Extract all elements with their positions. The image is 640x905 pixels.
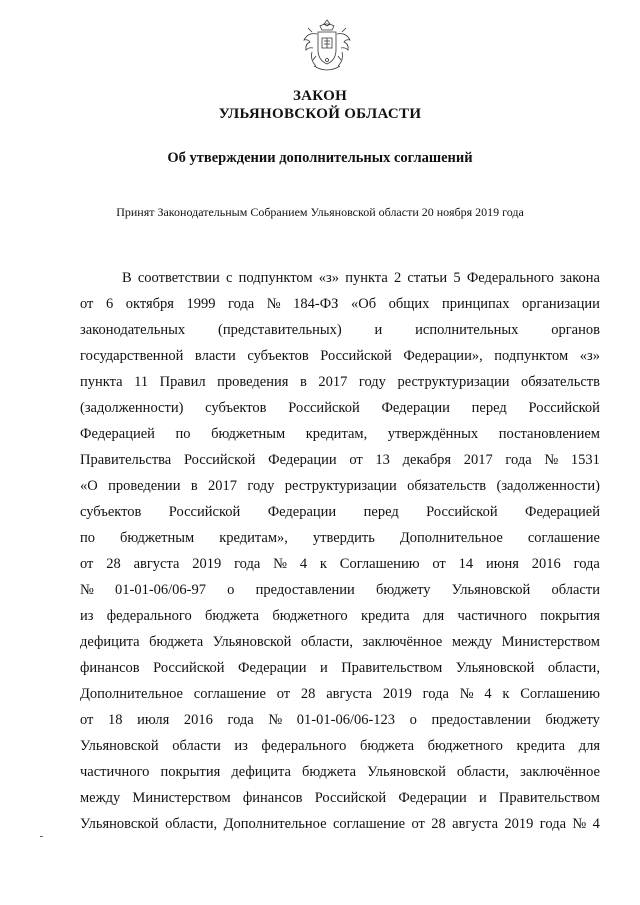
body-line: № 01-01-06/06-97 о предоставлении бюджету Ульяновской области <box>80 582 600 598</box>
body-line: пункта 11 Правил проведения в 2017 году реструктуризации обязательств <box>80 374 600 390</box>
law-title: ЗАКОН <box>292 88 348 104</box>
body-line: между Министерством финансов Российской Федерации и Правительством <box>80 790 600 806</box>
body-line: из федерального бюджета бюджетного кредита для частичного покрытия <box>80 608 600 624</box>
body-line: от 18 июля 2016 года № 01-01-06/06-123 о предоставлении бюджету <box>80 712 600 728</box>
body-line: В соответствии с подпунктом «з» пункта 2 статьи 5 Федерального закона <box>122 270 600 286</box>
document-subject: Об утверждении дополнительных соглашений <box>167 150 473 166</box>
body-line: законодательных (представительных) и исполнительных органов <box>80 322 600 338</box>
body-paragraph <box>80 265 600 837</box>
body-line: субъектов Российской Федерации перед Российской Федерацией <box>80 504 600 520</box>
body-line: от 28 августа 2019 года № 4 к Соглашению от 14 июня 2016 года <box>80 556 600 572</box>
coat-of-arms-emblem <box>300 16 354 76</box>
adoption-note: Принят Законодательным Собранием Ульяновской области 20 ноября 2019 года <box>116 205 524 219</box>
body-line: «О проведении в 2017 году реструктуризации обязательств (задолженности) <box>80 478 600 494</box>
body-line: частичного покрытия дефицита бюджета Ульяновской области, заключённое <box>80 764 600 780</box>
body-line: Правительства Российской Федерации от 13 декабря 2017 года № 1531 <box>80 452 600 468</box>
body-line: (задолженности) субъектов Российской Федерации перед Российской <box>80 400 600 416</box>
body-line: от 6 октября 1999 года № 184-ФЗ «Об общих принципах организации <box>80 296 600 312</box>
body-line: Дополнительное соглашение от 28 августа 2019 года № 4 к Соглашению <box>80 686 600 702</box>
body-line: дефицита бюджета Ульяновской области, заключённое между Министерством <box>80 634 600 650</box>
body-line: по бюджетным кредитам», утвердить Дополнительное соглашение <box>80 530 600 546</box>
body-line: Ульяновской области из федерального бюджета бюджетного кредита для <box>80 738 600 754</box>
body-line: Ульяновской области, Дополнительное соглашение от 28 августа 2019 года № 4 <box>80 816 600 832</box>
region-title: УЛЬЯНОВСКОЙ ОБЛАСТИ <box>218 106 422 122</box>
body-line: финансов Российской Федерации и Правительством Ульяновской области, <box>80 660 600 676</box>
body-line: Федерацией по бюджетным кредитам, утверждённых постановлением <box>80 426 600 442</box>
margin-mark <box>40 836 43 837</box>
body-line: государственной власти субъектов Российской Федерации», подпунктом «з» <box>80 348 600 364</box>
